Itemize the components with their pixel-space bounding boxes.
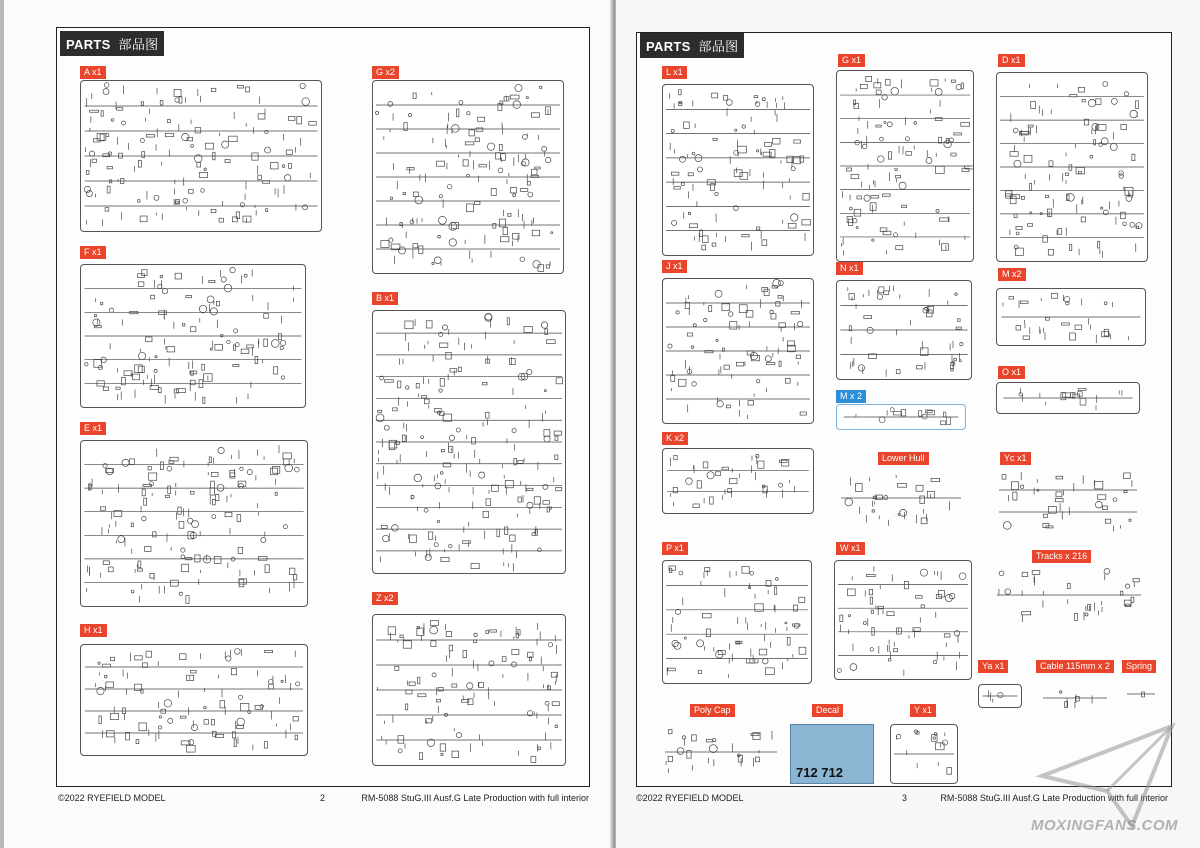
sprue-label-e: E x1 [80, 422, 106, 435]
sprue-label-j: J x1 [662, 260, 687, 273]
lower-hull-parts [838, 468, 964, 528]
sprue-y [890, 724, 958, 784]
sprue-label-b: B x1 [372, 292, 398, 305]
sprue-label-w: W x1 [836, 542, 865, 555]
cable-label: Cable 115mm x 2 [1036, 660, 1114, 673]
sprue-h-parts [81, 645, 307, 755]
header-title: PARTS [646, 39, 691, 54]
right-page-number: 3 [902, 793, 908, 803]
header-subtitle: 部品图 [118, 37, 159, 52]
spring [1124, 688, 1158, 700]
cable [1040, 684, 1110, 712]
left-page [4, 0, 613, 848]
poly-cap-label: Poly Cap [690, 704, 735, 717]
sprue-label-g-right: G x1 [838, 54, 865, 67]
sprue-g-right [836, 70, 974, 262]
sprue-label-k: K x2 [662, 432, 688, 445]
poly-cap-parts [662, 724, 780, 780]
sprue-g [372, 80, 564, 274]
sprue-label-n: N x1 [836, 262, 863, 275]
left-footer-copyright: ©2022 RYEFIELD MODEL [58, 793, 166, 803]
sprue-g-right-parts [837, 71, 973, 261]
sprue-p [662, 560, 812, 684]
sprue-n [836, 280, 972, 380]
sprue-yc [996, 468, 1140, 534]
sprue-m-etch-parts [837, 405, 965, 429]
lower-hull-label: Lower Hull [878, 452, 929, 465]
sprue-a-parts [81, 81, 321, 231]
sprue-ya [978, 684, 1022, 708]
sprue-n-parts [837, 281, 971, 379]
sprue-label-g: G x2 [372, 66, 399, 79]
sprue-ya-parts [979, 685, 1021, 707]
right-footer-copyright: ©2022 RYEFIELD MODEL [636, 793, 744, 803]
sprue-m-parts [997, 289, 1145, 345]
sprue-p-parts [663, 561, 811, 683]
left-page-number: 2 [320, 793, 326, 803]
sprue-label-h: H x1 [80, 624, 107, 637]
spring-parts [1124, 688, 1158, 700]
spring-label: Spring [1122, 660, 1156, 673]
sprue-l-parts [663, 85, 813, 255]
sprue-label-d: D x1 [998, 54, 1025, 67]
sprue-z-parts [373, 615, 565, 765]
sprue-w [834, 560, 972, 680]
sprue-a [80, 80, 322, 232]
sprue-o-parts [997, 383, 1139, 413]
sprue-m [996, 288, 1146, 346]
sprue-d [996, 72, 1148, 262]
watermark-text: MOXINGFANS.COM [1030, 817, 1178, 834]
sprue-j-parts [663, 279, 813, 423]
decal-sheet [790, 724, 874, 784]
sprue-w-parts [835, 561, 971, 679]
sprue-h [80, 644, 308, 756]
tracks [994, 566, 1144, 624]
sprue-label-o: O x1 [998, 366, 1025, 379]
sprue-k-parts [663, 449, 813, 513]
sprue-label-p: P x1 [662, 542, 688, 555]
sprue-d-parts [997, 73, 1147, 261]
sprue-label-ya: Ya x1 [978, 660, 1008, 673]
sprue-o [996, 382, 1140, 414]
sprue-m-etch [836, 404, 966, 430]
sprue-label-a: A x1 [80, 66, 106, 79]
sprue-label-z: Z x2 [372, 592, 398, 605]
sprue-label-f: F x1 [80, 246, 106, 259]
poly-cap [662, 724, 780, 780]
sprue-b-parts [373, 311, 565, 573]
right-footer-product: RM-5088 StuG.III Ausf.G Late Production with full interior [940, 793, 1168, 803]
sprue-k [662, 448, 814, 514]
header-title: PARTS [66, 37, 111, 52]
lower-hull [838, 468, 964, 528]
left-footer-product: RM-5088 StuG.III Ausf.G Late Production with full interior [361, 793, 589, 803]
sprue-l [662, 84, 814, 256]
left-page-header [60, 31, 164, 56]
sprue-j [662, 278, 814, 424]
sprue-label-m-etch: M x 2 [836, 390, 866, 403]
sprue-g-parts [373, 81, 563, 273]
sprue-label-m: M x2 [998, 268, 1026, 281]
sprue-label-yc: Yc x1 [1000, 452, 1031, 465]
decal-label: Decal [812, 704, 843, 717]
sprue-label-y: Y x1 [910, 704, 936, 717]
sprue-e-parts [81, 441, 307, 606]
sprue-e [80, 440, 308, 607]
sprue-b [372, 310, 566, 574]
tracks-label: Tracks x 216 [1032, 550, 1091, 563]
right-page-header [640, 33, 744, 58]
tracks-parts [994, 566, 1144, 624]
header-subtitle: 部品图 [698, 39, 739, 54]
decal-numbers: 712 712 [796, 765, 843, 780]
cable-parts [1040, 684, 1110, 712]
sprue-label-l: L x1 [662, 66, 687, 79]
sprue-yc-parts [996, 468, 1140, 534]
sprue-z [372, 614, 566, 766]
sprue-f [80, 264, 306, 408]
sprue-y-parts [891, 725, 957, 783]
sprue-f-parts [81, 265, 305, 407]
